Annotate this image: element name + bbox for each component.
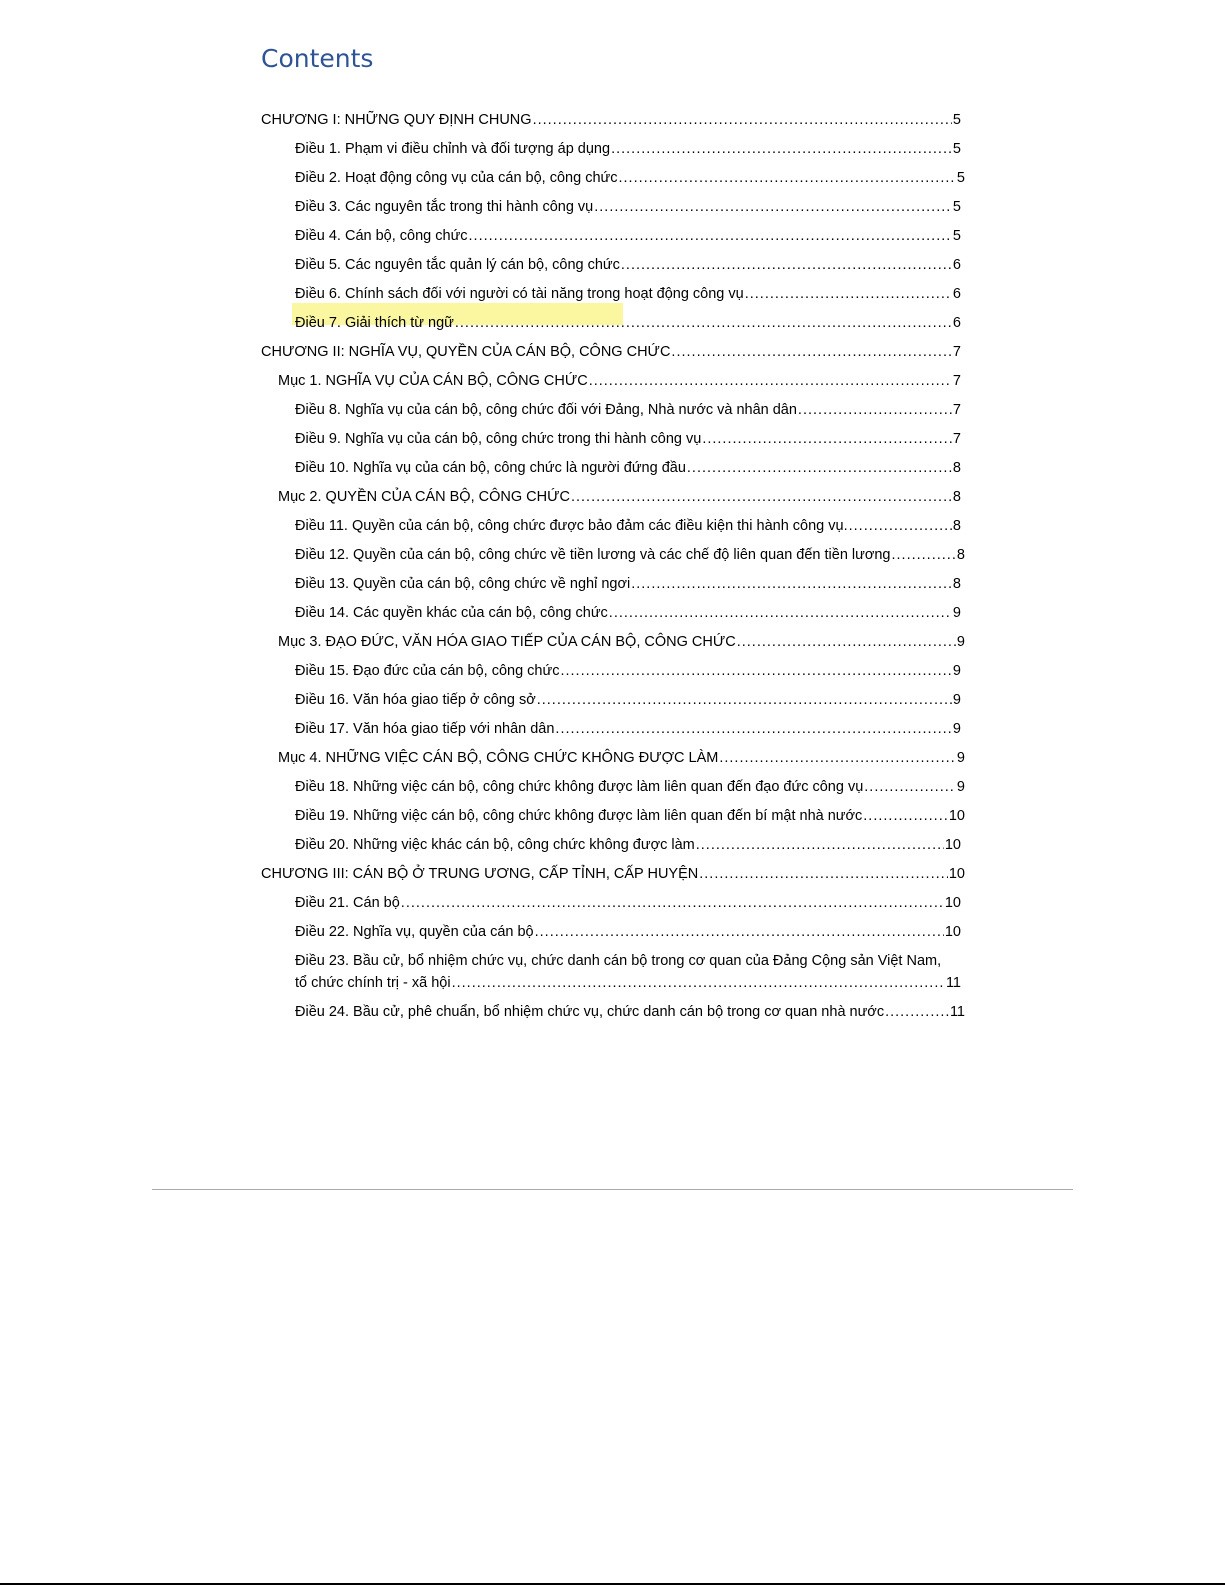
toc-entry-title: Điều 21. Cán bộ bbox=[295, 895, 400, 911]
dot-leader bbox=[671, 342, 952, 362]
dot-leader bbox=[699, 864, 948, 884]
toc-page-number: 8 bbox=[956, 547, 965, 563]
dot-leader bbox=[589, 371, 952, 391]
toc-entry-section[interactable] bbox=[278, 748, 965, 768]
toc-entry-title: Điều 1. Phạm vi điều chỉnh và đối tượng áp dụng bbox=[295, 141, 611, 157]
toc-entry-title: Mục 2. QUYỀN CỦA CÁN BỘ, CÔNG CHỨC bbox=[278, 489, 570, 505]
toc-entry-article[interactable] bbox=[295, 545, 965, 565]
dot-leader bbox=[745, 284, 952, 304]
toc-entry-title: Điều 13. Quyền của cán bộ, công chức về nghỉ ngơi bbox=[295, 576, 631, 592]
toc-entry-continuation bbox=[295, 973, 961, 993]
toc-entry-title: Mục 1. NGHĨA VỤ CỦA CÁN BỘ, CÔNG CHỨC bbox=[278, 373, 588, 389]
toc-entry-article[interactable] bbox=[295, 516, 961, 536]
dot-leader bbox=[885, 1002, 949, 1022]
dot-leader bbox=[537, 690, 952, 710]
toc-entry-article[interactable] bbox=[295, 429, 961, 449]
toc-page-number: 10 bbox=[944, 837, 961, 853]
toc-entry-chapter[interactable] bbox=[261, 110, 961, 130]
dot-leader bbox=[571, 487, 952, 507]
toc-entry-section[interactable] bbox=[278, 371, 961, 391]
toc-entry-article[interactable] bbox=[295, 603, 961, 623]
toc-entry-title: Điều 11. Quyền của cán bộ, công chức được bảo đảm các điều kiện thi hành công vụ. bbox=[295, 518, 848, 534]
toc-entry-title: Mục 4. NHỮNG VIỆC CÁN BỘ, CÔNG CHỨC KHÔNG ĐƯỢC LÀM bbox=[278, 750, 719, 766]
dot-leader bbox=[401, 893, 944, 913]
dot-leader bbox=[469, 226, 952, 246]
toc-entry-title: CHƯƠNG II: NGHĨA VỤ, QUYỀN CỦA CÁN BỘ, CÔNG CHỨC bbox=[261, 344, 671, 360]
dot-leader bbox=[687, 458, 952, 478]
toc-entry-title: Điều 16. Văn hóa giao tiếp ở công sở bbox=[295, 692, 536, 708]
toc-entry-article[interactable] bbox=[295, 893, 961, 913]
dot-leader bbox=[696, 835, 944, 855]
toc-entry-title: CHƯƠNG I: NHỮNG QUY ĐỊNH CHUNG bbox=[261, 112, 532, 128]
toc-entry-title: Điều 20. Những việc khác cán bộ, công chức không được làm bbox=[295, 837, 695, 853]
dot-leader bbox=[594, 197, 952, 217]
toc-page-number: 9 bbox=[956, 779, 965, 795]
dot-leader bbox=[609, 603, 952, 623]
toc-page-number: 9 bbox=[956, 750, 965, 766]
toc-page-number: 7 bbox=[952, 344, 961, 360]
dot-leader bbox=[891, 545, 955, 565]
toc-entry-article[interactable] bbox=[295, 313, 961, 333]
toc-page-number: 7 bbox=[952, 431, 961, 447]
dot-leader bbox=[863, 806, 948, 826]
toc-entry-article[interactable] bbox=[295, 197, 961, 217]
dot-leader bbox=[452, 973, 945, 993]
toc-entry-article[interactable] bbox=[295, 139, 961, 159]
toc-entry-title: Điều 6. Chính sách đối với người có tài năng trong hoạt động công vụ bbox=[295, 286, 744, 302]
dot-leader bbox=[560, 661, 951, 681]
toc-page-number: 5 bbox=[952, 112, 961, 128]
toc-entry-title: Điều 10. Nghĩa vụ của cán bộ, công chức là người đứng đầu bbox=[295, 460, 686, 476]
toc-entry-article[interactable] bbox=[295, 661, 961, 681]
toc-entry-chapter[interactable] bbox=[261, 864, 965, 884]
dot-leader bbox=[702, 429, 952, 449]
toc-entry-title-continued: tổ chức chính trị - xã hội bbox=[295, 975, 451, 991]
dot-leader bbox=[555, 719, 952, 739]
toc-entry-title: Điều 5. Các nguyên tắc quản lý cán bộ, công chức bbox=[295, 257, 620, 273]
toc-page-number: 6 bbox=[952, 286, 961, 302]
dot-leader bbox=[533, 110, 952, 130]
toc-entry-article[interactable] bbox=[295, 719, 961, 739]
toc-entry-title: Điều 15. Đạo đức của cán bộ, công chức bbox=[295, 663, 560, 679]
toc-entry-article[interactable] bbox=[295, 226, 961, 246]
toc-page-number: 5 bbox=[952, 228, 961, 244]
toc-entry-article[interactable] bbox=[295, 284, 961, 304]
toc-page-number: 8 bbox=[952, 518, 961, 534]
toc-page-number: 10 bbox=[944, 924, 961, 940]
page-break-line bbox=[152, 1189, 1073, 1190]
toc-entry-title: Điều 9. Nghĩa vụ của cán bộ, công chức trong thi hành công vụ bbox=[295, 431, 702, 447]
toc-page-number: 5 bbox=[956, 170, 965, 186]
toc-entry-title: Điều 24. Bầu cử, phê chuẩn, bổ nhiệm chức vụ, chức danh cán bộ trong cơ quan nhà nước bbox=[295, 1004, 885, 1020]
toc-entry-title: Điều 14. Các quyền khác của cán bộ, công chức bbox=[295, 605, 608, 621]
dot-leader bbox=[737, 632, 956, 652]
dot-leader bbox=[621, 255, 952, 275]
toc-page-number: 9 bbox=[952, 605, 961, 621]
toc-entry-article[interactable] bbox=[295, 574, 961, 594]
toc-page-number: 8 bbox=[952, 489, 961, 505]
toc-page-number: 5 bbox=[952, 141, 961, 157]
toc-entry-title: Điều 19. Những việc cán bộ, công chức không được làm liên quan đến bí mật nhà nước bbox=[295, 808, 863, 824]
toc-entry-title: Điều 8. Nghĩa vụ của cán bộ, công chức đối với Đảng, Nhà nước và nhân dân bbox=[295, 402, 797, 418]
dot-leader bbox=[611, 139, 952, 159]
toc-page-number: 6 bbox=[952, 315, 961, 331]
toc-page-number: 9 bbox=[952, 663, 961, 679]
toc-entry-title: Điều 3. Các nguyên tắc trong thi hành công vụ bbox=[295, 199, 594, 215]
toc-page-number: 6 bbox=[952, 257, 961, 273]
toc-page-number: 10 bbox=[948, 808, 965, 824]
toc-page-number: 10 bbox=[948, 866, 965, 882]
toc-page-number: 8 bbox=[952, 460, 961, 476]
toc-entry-title: Điều 18. Những việc cán bộ, công chức không được làm liên quan đến đạo đức công vụ bbox=[295, 779, 864, 795]
dot-leader bbox=[798, 400, 952, 420]
toc-entry-title: Điều 22. Nghĩa vụ, quyền của cán bộ bbox=[295, 924, 534, 940]
toc-entry-article[interactable] bbox=[295, 806, 965, 826]
toc-page-number: 7 bbox=[952, 373, 961, 389]
toc-entry-title: Điều 4. Cán bộ, công chức bbox=[295, 228, 468, 244]
toc-entry-title: Điều 23. Bầu cử, bổ nhiệm chức vụ, chức danh cán bộ trong cơ quan của Đảng Cộng sản Việt Nam, bbox=[295, 953, 942, 969]
toc-entry-title: Điều 7. Giải thích từ ngữ bbox=[295, 315, 454, 331]
toc-entry-article[interactable] bbox=[295, 168, 965, 188]
toc-page-number: 11 bbox=[945, 975, 961, 991]
toc-page-number: 9 bbox=[952, 721, 961, 737]
toc-entry-title: Điều 2. Hoạt động công vụ của cán bộ, công chức bbox=[295, 170, 618, 186]
toc-entry-title: Điều 12. Quyền của cán bộ, công chức về tiền lương và các chế độ liên quan đến tiền lương bbox=[295, 547, 891, 563]
toc-page-number: 5 bbox=[952, 199, 961, 215]
toc-entry-article[interactable] bbox=[295, 400, 961, 420]
toc-page-number: 9 bbox=[952, 692, 961, 708]
toc-entry-section[interactable] bbox=[278, 487, 961, 507]
toc-page-number: 11 bbox=[949, 1004, 965, 1020]
toc-entry-article[interactable] bbox=[295, 835, 961, 855]
toc-page-number: 8 bbox=[952, 576, 961, 592]
toc-entry-title: CHƯƠNG III: CÁN BỘ Ở TRUNG ƯƠNG, CẤP TỈNH, CẤP HUYỆN bbox=[261, 866, 699, 882]
toc-entry-article[interactable] bbox=[295, 690, 961, 710]
toc-entry-article[interactable] bbox=[295, 922, 961, 942]
toc-entry-article[interactable] bbox=[295, 951, 965, 993]
toc-entry-article[interactable] bbox=[295, 777, 965, 797]
toc-entry-section[interactable] bbox=[278, 632, 965, 652]
dot-leader bbox=[864, 777, 956, 797]
toc-entry-chapter[interactable] bbox=[261, 342, 961, 362]
toc-heading: Contents bbox=[261, 44, 374, 73]
dot-leader bbox=[849, 516, 952, 536]
dot-leader bbox=[535, 922, 944, 942]
toc-entry-article[interactable] bbox=[295, 1002, 965, 1022]
dot-leader bbox=[631, 574, 952, 594]
toc-page-number: 10 bbox=[944, 895, 961, 911]
toc-entry-title: Mục 3. ĐẠO ĐỨC, VĂN HÓA GIAO TIẾP CỦA CÁN BỘ, CÔNG CHỨC bbox=[278, 634, 736, 650]
dot-leader bbox=[618, 168, 955, 188]
toc-entry-article[interactable] bbox=[295, 458, 961, 478]
dot-leader bbox=[455, 313, 952, 333]
dot-leader bbox=[719, 748, 956, 768]
toc-entry-title: Điều 17. Văn hóa giao tiếp với nhân dân bbox=[295, 721, 555, 737]
toc-entry-article[interactable] bbox=[295, 255, 961, 275]
toc-page-number: 7 bbox=[952, 402, 961, 418]
toc-page-number: 9 bbox=[956, 634, 965, 650]
